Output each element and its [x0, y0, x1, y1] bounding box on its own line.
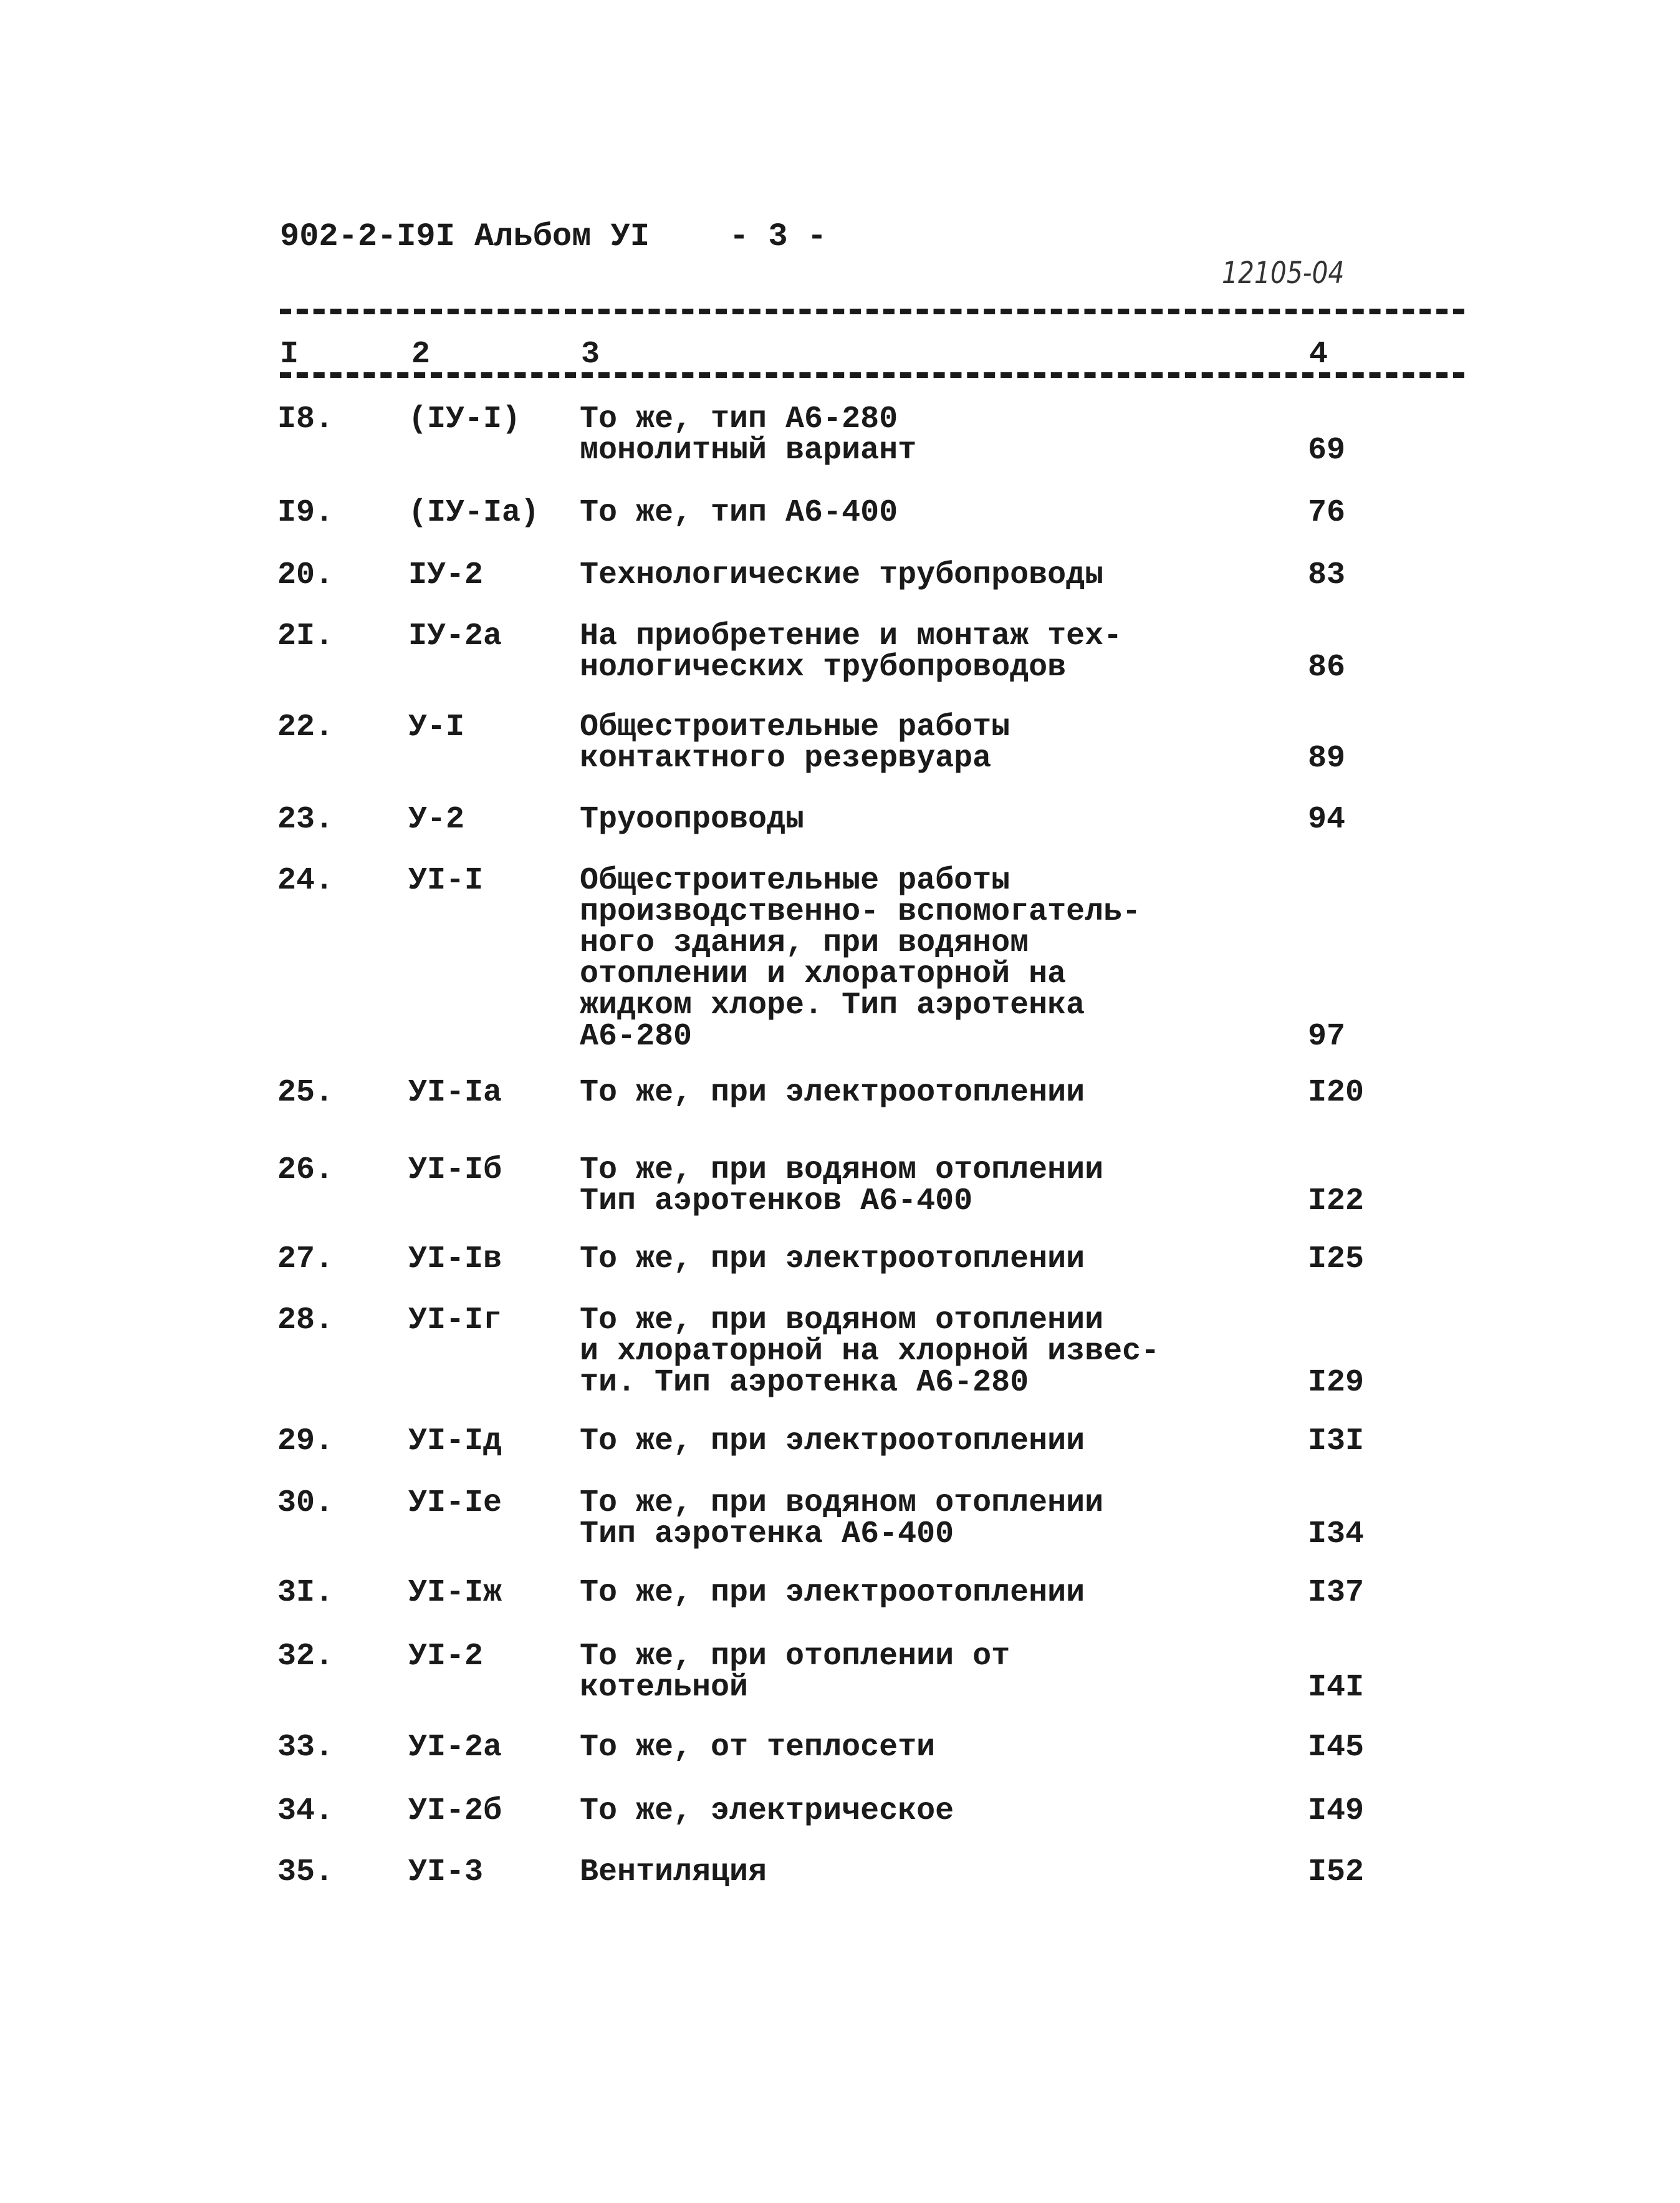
row-description-line: жидком хлоре. Тип аэротенка: [580, 988, 1085, 1023]
row-description-line: отоплении и хлораторной на: [580, 957, 1067, 992]
row-code: У-I: [408, 710, 465, 745]
row-number: 32.: [277, 1639, 334, 1674]
row-description-line: То же, при отоплении от: [580, 1639, 1010, 1674]
row-code: УI-Iе: [408, 1485, 502, 1521]
row-number: 23.: [277, 802, 334, 837]
row-description-line: Вентиляция: [580, 1854, 767, 1890]
row-code: УI-I: [408, 863, 484, 899]
row-number: 28.: [277, 1303, 334, 1338]
row-number: 24.: [277, 863, 334, 899]
row-page: I4I: [1308, 1670, 1365, 1705]
row-page: 76: [1308, 495, 1346, 531]
row-page: I3I: [1308, 1424, 1365, 1459]
row-description-line: ти. Тип аэротенка А6-280: [580, 1365, 1029, 1400]
column-header-1: I: [280, 337, 299, 372]
row-code: (IУ-Iа): [408, 495, 540, 531]
row-code: УI-2б: [408, 1793, 502, 1829]
row-page: 94: [1308, 802, 1346, 837]
row-number: 20.: [277, 557, 334, 593]
row-number: 29.: [277, 1424, 334, 1459]
row-number: 3I.: [277, 1575, 334, 1611]
row-code: УI-Iг: [408, 1303, 502, 1338]
row-page: 89: [1308, 741, 1346, 776]
row-description-line: То же, при водяном отоплении: [580, 1485, 1104, 1521]
row-description-line: производственно- вспомогатель-: [580, 894, 1141, 930]
row-description-line: То же, тип А6-280: [580, 402, 898, 437]
row-description-line: То же, тип А6-400: [580, 495, 898, 531]
row-number: 35.: [277, 1854, 334, 1890]
row-page: I29: [1308, 1365, 1365, 1400]
row-description-line: На приобретение и монтаж тех-: [580, 619, 1123, 654]
row-description-line: Общестроительные работы: [580, 710, 1010, 745]
row-description-line: А6-280: [580, 1019, 693, 1054]
row-page: I52: [1308, 1854, 1365, 1890]
row-description-line: Тип аэротенков А6-400: [580, 1183, 973, 1219]
row-code: IУ-2а: [408, 619, 502, 654]
row-description-line: нологических трубопроводов: [580, 650, 1067, 685]
row-code: УI-Iб: [408, 1152, 502, 1188]
row-page: I37: [1308, 1575, 1365, 1611]
row-code: УI-Iд: [408, 1424, 502, 1459]
row-description-line: контактного резервуара: [580, 741, 992, 776]
row-page: I45: [1308, 1730, 1365, 1765]
row-description-line: монолитный вариант: [580, 433, 917, 468]
row-page: 69: [1308, 433, 1346, 468]
row-code: УI-Iж: [408, 1575, 502, 1611]
row-description-line: То же, при водяном отоплении: [580, 1303, 1104, 1338]
handwritten-code: 12105-04: [1222, 256, 1345, 291]
row-number: 26.: [277, 1152, 334, 1188]
row-code: УI-2: [408, 1639, 484, 1674]
row-description-line: То же, при водяном отоплении: [580, 1152, 1104, 1188]
column-header-2: 2: [411, 337, 431, 372]
divider-top: [280, 309, 1464, 314]
row-description-line: Общестроительные работы: [580, 863, 1010, 899]
row-description-line: Тип аэротенка А6-400: [580, 1516, 954, 1552]
row-description-line: То же, от теплосети: [580, 1730, 936, 1765]
row-page: I22: [1308, 1183, 1365, 1219]
document-title: 902-2-I9I Альбом УI: [280, 218, 650, 255]
divider-header: [280, 372, 1464, 378]
row-page: 97: [1308, 1019, 1346, 1054]
row-page: 83: [1308, 557, 1346, 593]
row-description-line: То же, электрическое: [580, 1793, 954, 1829]
row-code: УI-2а: [408, 1730, 502, 1765]
row-code: УI-3: [408, 1854, 484, 1890]
row-page: 86: [1308, 650, 1346, 685]
row-page: I20: [1308, 1075, 1365, 1111]
row-number: 25.: [277, 1075, 334, 1111]
row-number: 2I.: [277, 619, 334, 654]
row-page: I25: [1308, 1241, 1365, 1277]
row-code: УI-Iа: [408, 1075, 502, 1111]
row-description-line: То же, при электроотоплении: [580, 1575, 1085, 1611]
row-description-line: Труоопроводы: [580, 802, 805, 837]
row-description-line: То же, при электроотоплении: [580, 1075, 1085, 1111]
row-code: (IУ-I): [408, 402, 521, 437]
row-code: УI-Iв: [408, 1241, 502, 1277]
row-code: IУ-2: [408, 557, 484, 593]
row-number: 27.: [277, 1241, 334, 1277]
row-page: I49: [1308, 1793, 1365, 1829]
row-description-line: котельной: [580, 1670, 749, 1705]
row-code: У-2: [408, 802, 465, 837]
row-number: I8.: [277, 402, 334, 437]
row-description-line: и хлораторной на хлорной извес-: [580, 1334, 1160, 1369]
row-number: 30.: [277, 1485, 334, 1521]
row-description-line: ного здания, при водяном: [580, 925, 1029, 961]
row-description-line: То же, при электроотоплении: [580, 1424, 1085, 1459]
column-header-4: 4: [1309, 337, 1328, 372]
row-number: 34.: [277, 1793, 334, 1829]
page-number: - 3 -: [729, 218, 827, 255]
row-description-line: То же, при электроотоплении: [580, 1241, 1085, 1277]
row-description-line: Технологические трубопроводы: [580, 557, 1104, 593]
row-number: 33.: [277, 1730, 334, 1765]
row-page: I34: [1308, 1516, 1365, 1552]
row-number: I9.: [277, 495, 334, 531]
column-header-3: 3: [581, 337, 600, 372]
row-number: 22.: [277, 710, 334, 745]
